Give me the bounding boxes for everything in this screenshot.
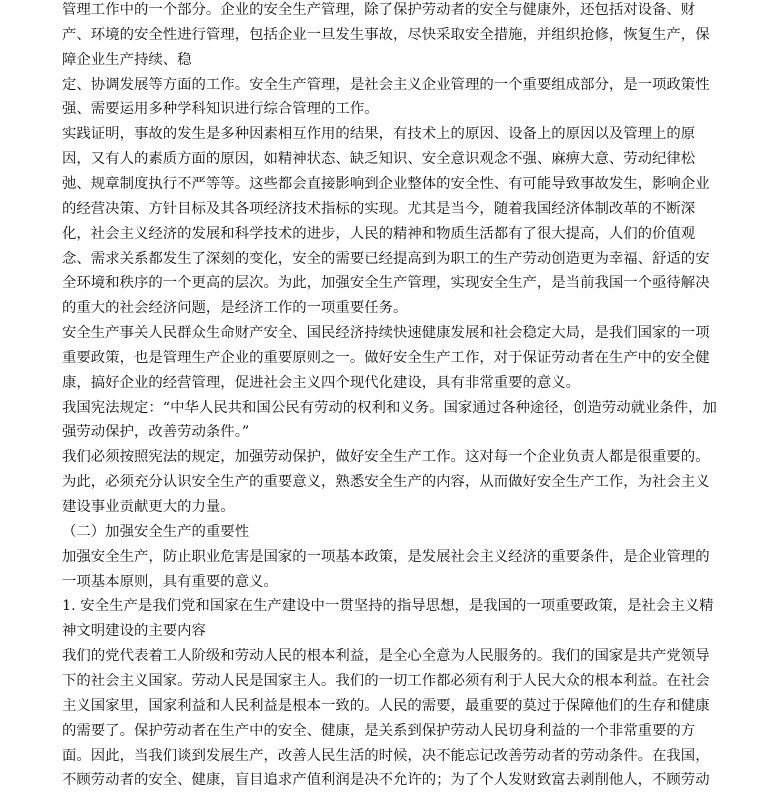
text-line: 不顾劳动者的安全、健康，盲目追求产值利润是决不允许的；为了个人发财致富去剥削他人，不顾劳动	[62, 772, 710, 789]
text-line: 康，搞好企业的经营管理，促进社会主义四个现代化建设，具有非常重要的意义。	[62, 374, 581, 391]
text-line: 安全生产事关人民群众生命财产安全、国民经济持续快速健康发展和社会稳定大局，是我们国家的一项	[62, 325, 710, 342]
text-line: 主义国家里，国家利益和人民利益是根本一致的。人民的需要，最重要的莫过于保障他们的生存和健康	[62, 697, 710, 714]
text-line: 因，又有人的素质方面的原因，如精神状态、缺乏知识、安全意识观念不强、麻痹大意、劳动纪律松	[62, 151, 696, 168]
text-line: 的重大的社会经济问题，是经济工作的一项重要任务。	[62, 300, 408, 317]
text-line: 弛、规章制度执行不严等等。这些都会直接影响到企业整体的安全性、有可能导致事故发生，影响企业	[62, 175, 710, 192]
text-line: 我们的党代表着工人阶级和劳动人民的根本利益，是全心全意为人民服务的。我们的国家是共产党领导	[62, 648, 710, 665]
text-line: 我们必须按照宪法的规定，加强劳动保护，做好安全生产工作。这对每一个企业负责人都是很重要的。	[62, 449, 710, 466]
text-line: 的需要了。保护劳动者在生产中的安全、健康，是关系到保护劳动人民切身利益的一个非常重要的方	[62, 722, 696, 739]
text-line: 障企业生产持续、稳	[62, 51, 192, 68]
text-line: 管理工作中的一个部分。企业的安全生产管理，除了保护劳动者的安全与健康外，还包括对设备、财	[62, 2, 696, 18]
text-line: 加强安全生产，防止职业危害是国家的一项基本政策，是发展社会主义经济的重要条件，是企业管理的	[62, 548, 710, 565]
text-line: 的经营决策、方针目标及其各项经济技术指标的实现。尤其是当今，随着我国经济体制改革的不断深	[62, 200, 696, 217]
text-line: 全环境和秩序的一个更高的层次。为此，加强安全生产管理，实现安全生产，是当前我国一个亟待解决	[62, 275, 710, 292]
text-line: （二）加强安全生产的重要性	[62, 523, 250, 540]
text-line: 下的社会主义国家。劳动人民是国家主人。我们的一切工作都必须有利于人民大众的根本利益。在社会	[62, 672, 710, 689]
text-line: 我国宪法规定：“中华人民共和国公民有劳动的权利和义务。国家通过各种途径，创造劳动就业条件，加	[62, 399, 717, 416]
text-line: 一项基本原则，具有重要的意义。	[62, 573, 278, 590]
text-line: 建设事业贡献更大的力量。	[62, 499, 235, 515]
text-line: 1. 安全生产是我们党和国家在生产建设中一贯坚持的指导思想，是我国的一项重要政策，是社会主义精	[62, 598, 714, 615]
text-line: 定、协调发展等方面的工作。安全生产管理，是社会主义企业管理的一个重要组成部分，是一项政策性	[62, 76, 710, 93]
text-line: 强、需要运用多种学科知识进行综合管理的工作。	[62, 101, 379, 118]
text-line: 强劳动保护，改善劳动条件。”	[62, 424, 250, 441]
text-line: 为此，必须充分认识安全生产的重要意义，熟悉安全生产的内容，从而做好安全生产工作，为社会主义	[62, 474, 710, 491]
text-line: 念、需求关系都发生了深刻的变化，安全的需要已经提高到为职工的生产劳动创造更为幸福、舒适的安	[62, 250, 710, 267]
text-line: 面。因此，当我们谈到发展生产，改善人民生活的时候，决不能忘记改善劳动者的劳动条件。在我国，	[62, 747, 710, 764]
text-line: 重要政策，也是管理生产企业的重要原则之一。做好安全生产工作，对于保证劳动者在生产中的安全健	[62, 349, 710, 366]
text-line: 实践证明，事故的发生是多种因素相互作用的结果，有技术上的原因、设备上的原因以及管理上的原	[62, 126, 696, 143]
text-line: 化，社会主义经济的发展和科学技术的进步，人民的精神和物质生活都有了很大提高，人们的价值观	[62, 225, 696, 242]
text-line: 产、环境的安全性进行管理，包括企业一旦发生事故，尽快采取安全措施，并组织抢修，恢复生产，保	[62, 26, 710, 43]
text-line: 神文明建设的主要内容	[62, 623, 206, 640]
